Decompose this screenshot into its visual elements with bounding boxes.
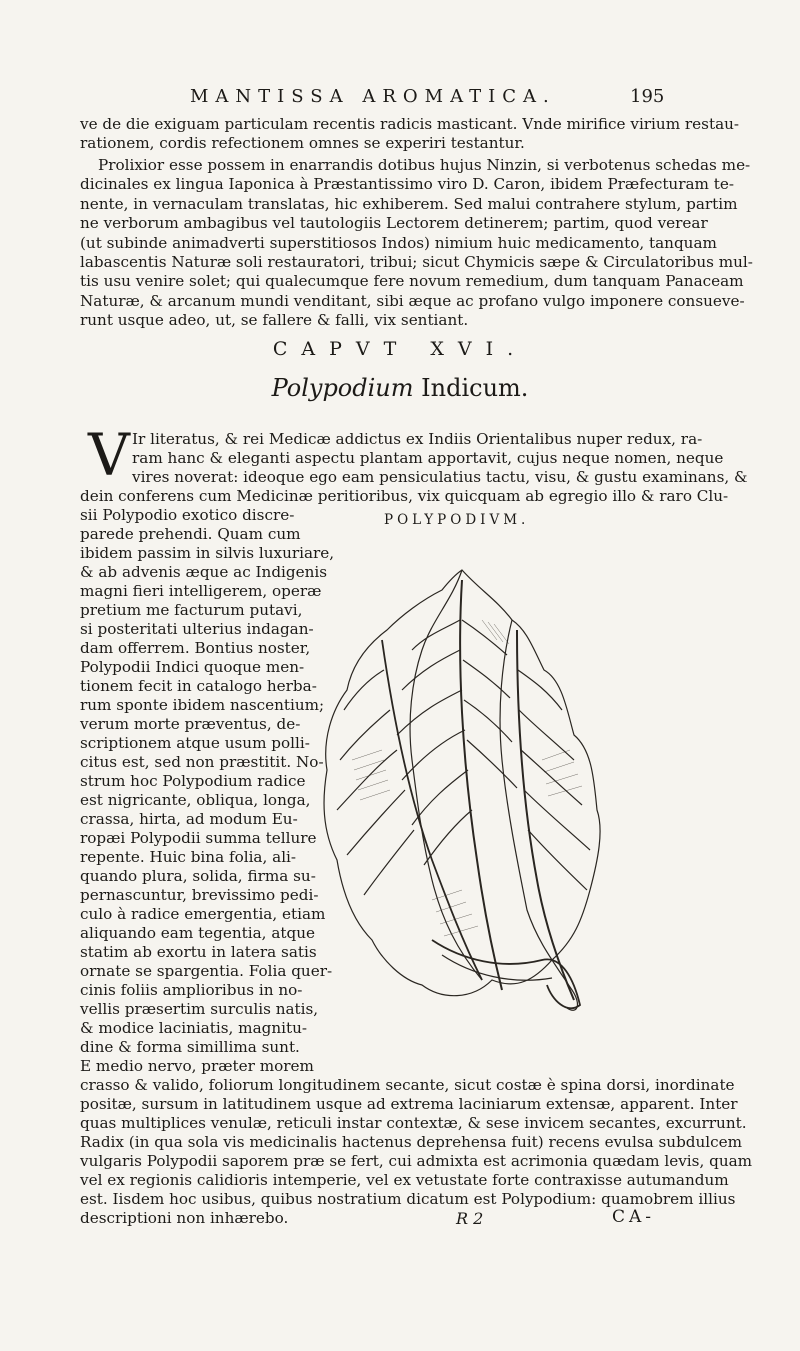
text-line: ram hanc & eleganti aspectu plantam apportavit, cujus neque nomen, neque [132, 449, 724, 467]
text-line: parede prehendi. Quam cum [80, 525, 301, 543]
text-line: sii Polypodio exotico discre- [80, 506, 295, 524]
text-line: quando plura, solida, firma su- [80, 867, 316, 885]
figure-caption: POLYPODIVM. [384, 512, 530, 528]
text-line: culo à radice emergentia, etiam [80, 905, 326, 923]
chapter-heading: CAPVT XVI. [272, 338, 528, 360]
text-line: vellis præsertim surculis natis, [80, 1000, 319, 1018]
text-line: ve de die exiguam particulam recentis radicis masticant. Vnde mirifice virium restau- [80, 115, 740, 133]
text-line: repente. Huic bina folia, ali- [80, 848, 297, 866]
text-line: & modice laciniatis, magnitu- [80, 1019, 308, 1037]
text-line: positæ, sursum in latitudinem usque ad extrema laciniarum extensæ, apparent. Inter [80, 1095, 738, 1113]
text-line: dicinales ex lingua Iaponica à Præstantissimo viro D. Caron, ibidem Præfecturam te- [80, 175, 734, 194]
text-line: quas multiplices venulæ, reticuli instar contextæ, & sese invicem secantes, excurrunt. [80, 1114, 747, 1132]
running-head: MANTISSA AROMATICA. [190, 86, 556, 107]
text-line: pretium me facturum putavi, [80, 601, 303, 619]
catchword: CA- [612, 1207, 656, 1227]
text-line: vel ex regionis calidioris intemperie, vel ex vetustate forte contraxisse autumandum [80, 1171, 729, 1189]
text-line: crassa, hirta, ad modum Eu- [80, 810, 298, 828]
text-line: descriptioni non inhærebo. [80, 1209, 289, 1227]
text-line: magni fieri intelligerem, operæ [80, 582, 322, 600]
text-line: ornate se spargentia. Folia quer- [80, 962, 333, 980]
text-line: runt usque adeo, ut, se fallere & falli, vix sentiant. [80, 311, 469, 330]
text-line: statim ab exortu in latera satis [80, 943, 317, 961]
woodcut-leaf-image [312, 560, 612, 1020]
fern-leaf-illustration [312, 560, 612, 1020]
text-line: est nigricante, obliqua, longa, [80, 791, 311, 809]
text-line: cinis foliis amplioribus in no- [80, 981, 303, 999]
text-line: labascentis Naturæ soli restauratori, tribui; sicut Chymicis sæpe & Circulatoribus mul- [80, 253, 753, 272]
chapter-subtitle [0, 374, 800, 402]
text-line: Polypodii Indici quoque men- [80, 658, 305, 676]
text-line: Naturæ, & arcanum mundi venditant, sibi æque ac profano vulgo imponere consueve- [80, 291, 745, 310]
text-line: ne verborum ambagibus vel tautologiis Lectorem detinerem; partim, quod verear [80, 214, 708, 233]
text-line: crasso & valido, foliorum longitudinem secante, sicut costæ è spina dorsi, inordinate [80, 1076, 735, 1094]
text-line: nente, in vernaculam translatas, hic exhiberem. Sed malui contrahere stylum, partim [80, 194, 738, 213]
opening-paragraph [80, 115, 740, 154]
text-line: ropæi Polypodii summa tellure [80, 829, 317, 847]
second-paragraph [80, 156, 753, 331]
text-line: strum hoc Polypodium radice [80, 772, 306, 790]
text-line: Prolixior esse possem in enarrandis dotibus hujus Ninzin, si verbotenus schedas me- [98, 156, 751, 174]
text-line: scriptionem atque usum polli- [80, 734, 310, 752]
subtitle-roman: Indicum. [421, 374, 529, 402]
text-line: verum morte præventus, de- [80, 715, 301, 733]
text-line: vulgaris Polypodii saporem præ se fert, cui admixta est acrimonia quædam levis, quam [80, 1152, 753, 1170]
text-line: E medio nervo, præter morem [80, 1057, 314, 1075]
subtitle-italic: Polypodium [271, 374, 414, 402]
text-line: dein conferens cum Medicinæ peritioribus, vix quicquam ab egregio illo & raro Clu- [80, 487, 729, 505]
text-line: aliquando eam tegentia, atque [80, 924, 315, 942]
text-line: ibidem passim in silvis luxuriare, [80, 544, 335, 562]
text-line: pernascuntur, brevissimo pedi- [80, 886, 319, 904]
text-line: tionem fecit in catalogo herba- [80, 677, 317, 695]
text-line: rationem, cordis refectionem omnes se experiri testantur. [80, 134, 525, 153]
text-line: dine & forma simillima sunt. [80, 1038, 300, 1056]
text-line: tis usu venire solet; qui qualecumque fere novum remedium, dum tanquam Panaceam [80, 272, 744, 291]
text-line: si posteritati ulterius indagan- [80, 620, 314, 638]
text-line: est. Iisdem hoc usibus, quibus nostratium dicatum est Polypodium: quamobrem illius [80, 1190, 736, 1208]
text-line: & ab advenis æque ac Indigenis [80, 563, 328, 581]
text-line: rum sponte ibidem nascentium; [80, 696, 325, 714]
page-number: 195 [630, 86, 665, 107]
text-line: vires noverat: ideoque ego eam pensiculatius tactu, visu, & gustu examinans, & [132, 468, 748, 486]
text-line: Ir literatus, & rei Medicæ addictus ex Indiis Orientalibus nuper redux, ra- [132, 430, 703, 448]
drop-cap: V [88, 421, 130, 489]
text-line: (ut subinde animadverti superstitiosos Indos) nimium huic medicamento, tanquam [80, 233, 717, 252]
text-line: citus est, sed non præstitit. No- [80, 753, 324, 771]
signature-mark: R 2 [456, 1209, 484, 1228]
text-line: Radix (in qua sola vis medicinalis hactenus deprehensa fuit) recens evulsa subdulcem [80, 1133, 743, 1151]
text-line: dam offerrem. Bontius noster, [80, 639, 311, 657]
